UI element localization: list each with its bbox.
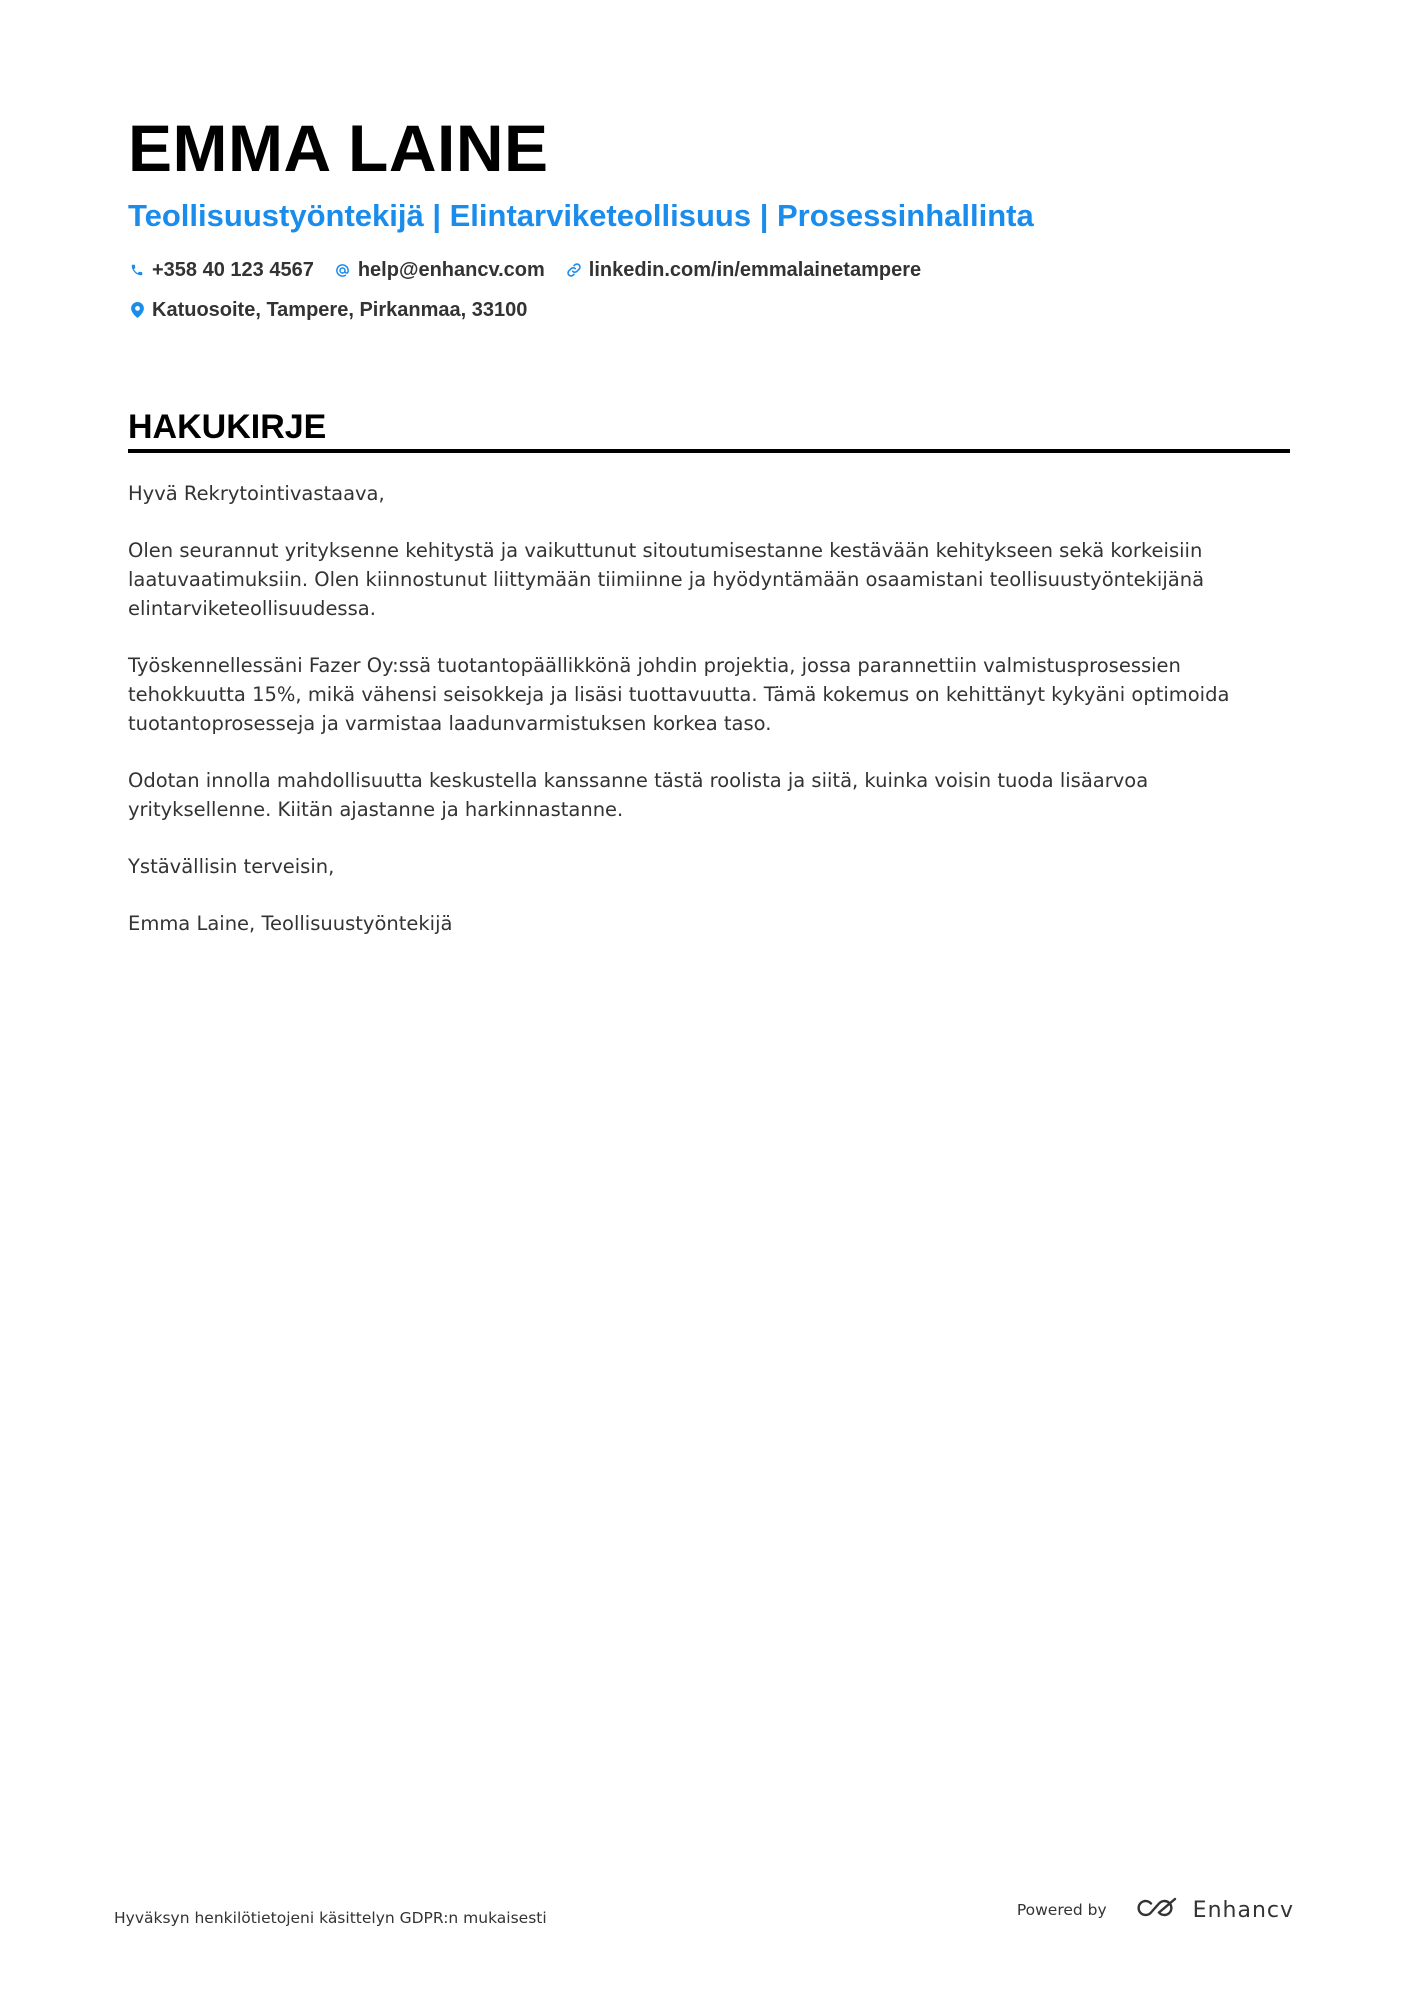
contact-row-secondary: [128, 296, 1288, 324]
enhancv-brand-name: Enhancv: [1192, 1897, 1294, 1923]
contact-row-primary: [128, 256, 1288, 284]
letter-body: [128, 479, 1278, 938]
contact-linkedin: [565, 259, 921, 282]
linkedin-text[interactable]: linkedin.com/in/emmalainetampere: [588, 258, 922, 281]
section-divider: [128, 449, 1290, 453]
phone-text[interactable]: +358 40 123 4567: [152, 258, 314, 281]
powered-by-label: Powered by: [1016, 1901, 1107, 1919]
letter-closing: Ystävällisin terveisin,: [128, 855, 335, 878]
address-text: Katuosoite, Tampere, Pirkanmaa, 33100: [152, 298, 528, 321]
letter-paragraph-3: Odotan innolla mahdollisuutta keskustella kanssanne tästä roolista ja siitä, kuinka voisin tuoda lisäarvoa yrityksellenne. Kiitän ajastanne ja harkinnastanne.: [128, 769, 1149, 821]
powered-by: [1017, 1896, 1294, 1924]
link-icon: [565, 260, 583, 280]
letter-signature: Emma Laine, Teollisuustyöntekijä: [128, 912, 453, 935]
header: [128, 108, 1288, 336]
location-pin-icon: [128, 300, 146, 320]
candidate-title: Teollisuustyöntekijä | Elintarviketeollisuus | Prosessinhallinta: [128, 198, 1034, 233]
letter-paragraph-1: Olen seurannut yrityksenne kehitystä ja vaikuttunut sitoutumisestanne kestävään kehitykseen sekä korkeisiin laatuvaatimuksiin. Olen kiinnostunut liittymään tiimiinne ja hyödyntämään osaamistani teollisuustyöntekijänä elintarviketeollisuudessa.: [128, 539, 1205, 620]
candidate-name: EMMA LAINE: [128, 111, 549, 185]
contact-phone: [128, 259, 314, 282]
letter-greeting: Hyvä Rekrytointivastaava,: [128, 482, 385, 505]
letter-paragraph-2: Työskennellessäni Fazer Oy:ssä tuotantopäällikkönä johdin projektia, jossa parannettiin valmistusprosessien tehokkuutta 15%, mikä vähensi seisokkeja ja lisäsi tuottavuutta. Tämä kokemus on kehittänyt kykyäni optimoida tuotantoprosesseja ja varmistaa laadunvarmistuksen korkea taso.: [128, 654, 1230, 735]
at-sign-icon: [334, 260, 352, 280]
contact-address: [128, 299, 527, 322]
footer: [114, 1890, 1294, 1930]
cover-letter-section: [128, 405, 1290, 966]
phone-icon: [128, 260, 146, 280]
enhancv-logo-icon: [1135, 1896, 1181, 1924]
contact-info: [128, 256, 1288, 324]
enhancv-logo[interactable]: [1135, 1896, 1294, 1924]
email-text[interactable]: help@enhancv.com: [357, 258, 545, 281]
contact-email: [334, 259, 545, 282]
section-title: HAKUKIRJE: [128, 408, 327, 446]
gdpr-consent-text: Hyväksyn henkilötietojeni käsittelyn GDPR:n mukaisesti: [114, 1909, 547, 1927]
